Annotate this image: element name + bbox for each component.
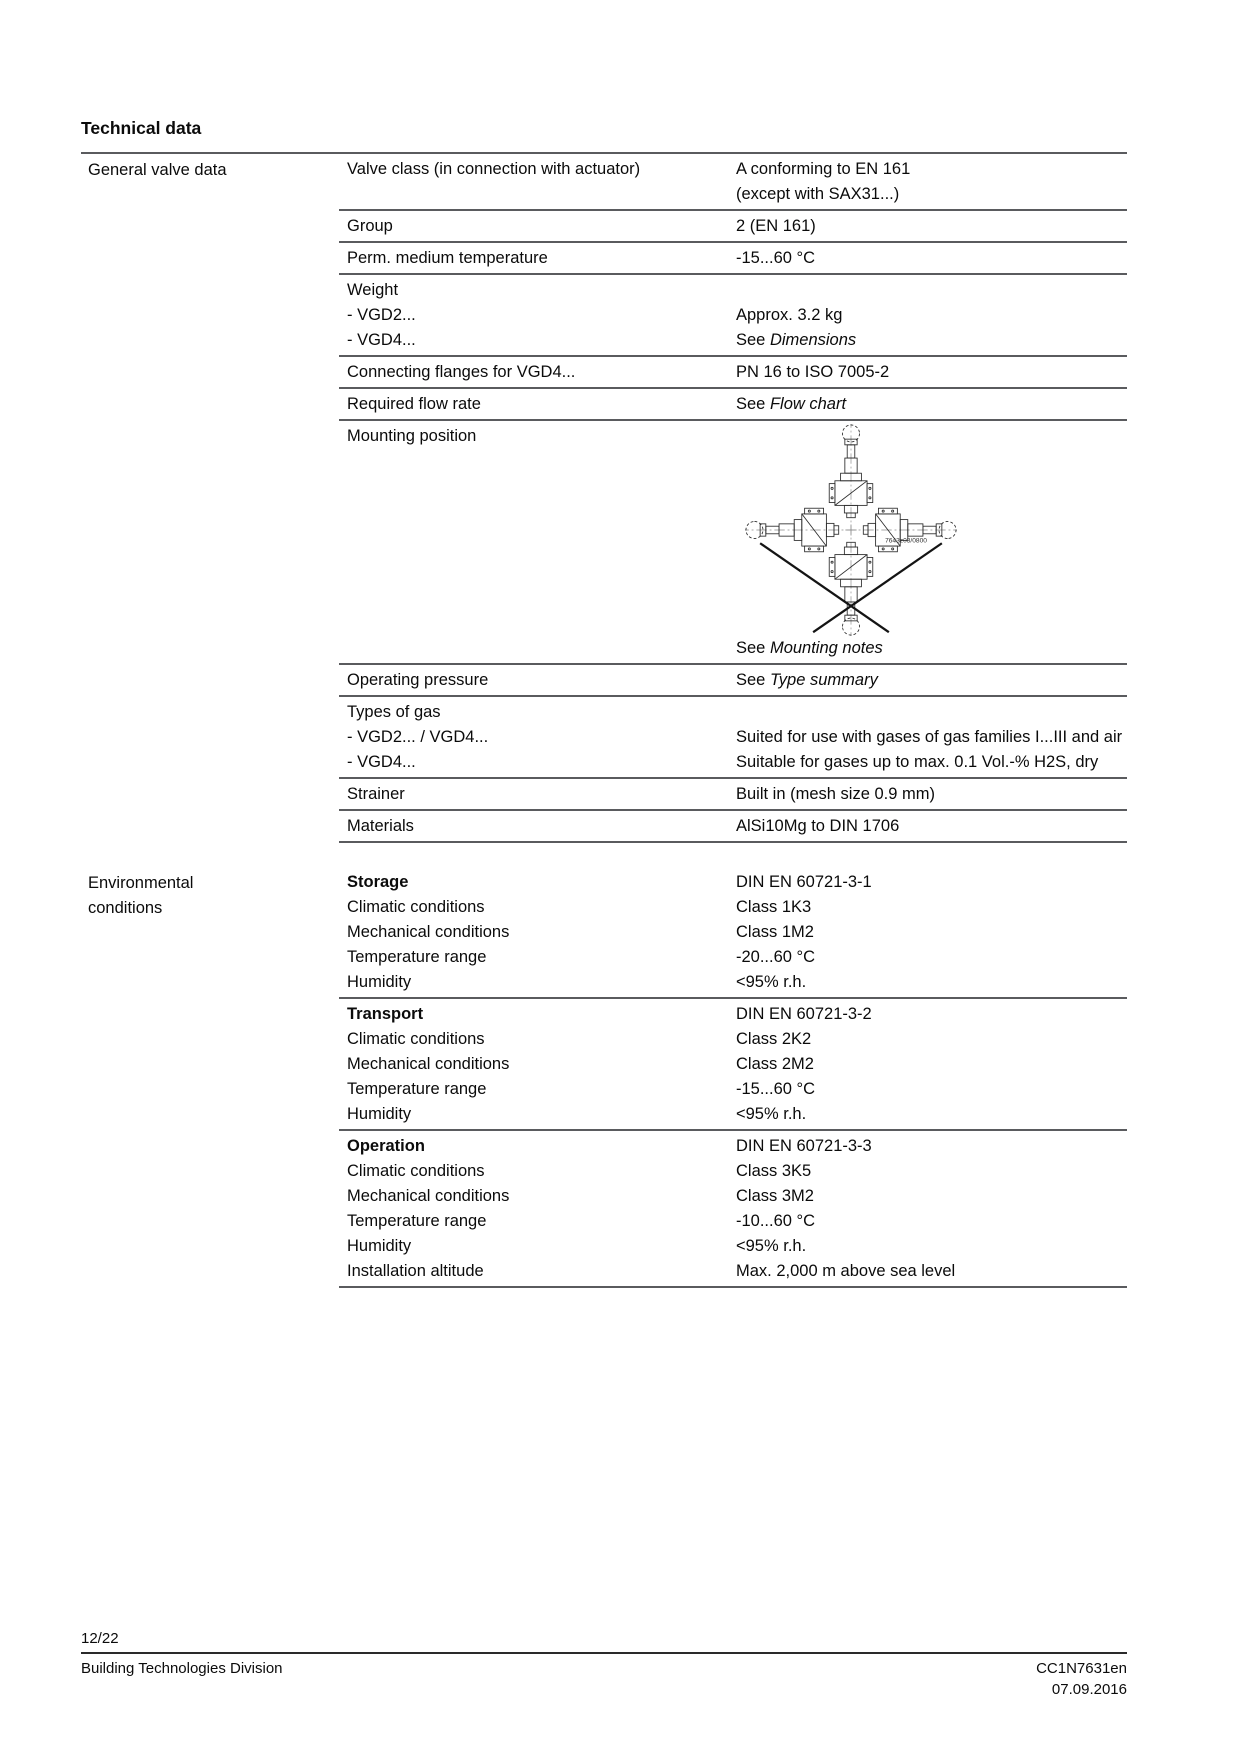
property-label: Operating pressure [347,671,489,689]
property-value [736,278,1127,303]
section-environmental-conditions [81,867,1127,1288]
prohibited-cross-icon [813,543,942,632]
property-label: Humidity [347,1237,412,1255]
property-value: Class 1K3 [736,898,812,916]
property-label: Installation altitude [347,1262,484,1280]
property-value: -15...60 °C [736,249,816,267]
group-storage [339,867,1127,997]
value-line: (except with SAX31...) [736,185,900,203]
page-content [81,116,1127,1288]
group-heading: Storage [347,873,409,891]
table-row-operating-pressure [339,663,1127,695]
drawing-reference-label: 7643z03/0800 [885,537,927,545]
property-label: - VGD4... [347,753,416,771]
property-value: -20...60 °C [736,948,816,966]
group-transport [339,997,1127,1129]
property-label: Materials [347,817,414,835]
property-label: Strainer [347,785,405,803]
property-label: Temperature range [347,948,487,966]
property-label: Climatic conditions [347,898,485,916]
section-label-general-valve-data: General valve data [88,161,227,179]
valve-down-orientation [829,524,873,636]
property-value: Suitable for gases up to max. 0.1 Vol.-% H2S, dry [736,753,1099,771]
property-label: Temperature range [347,1212,487,1230]
property-value [736,700,1127,725]
general-valve-data-table [339,154,1127,843]
property-value: <95% r.h. [736,1105,807,1123]
table-row-strainer [339,777,1127,809]
table-row-weight [339,273,1127,355]
footer-date: 07.09.2016 [1051,1681,1127,1698]
property-label: - VGD2... [347,306,416,324]
table-row-materials [339,809,1127,841]
property-label: Humidity [347,1105,412,1123]
property-label: Perm. medium temperature [347,249,548,267]
property-value: -15...60 °C [736,1080,816,1098]
property-value: Class 1M2 [736,923,814,941]
property-label: - VGD4... [347,331,416,349]
property-label: Mounting position [347,427,477,445]
property-label: Humidity [347,973,412,991]
property-value: Suited for use with gases of gas families I...III and air [736,728,1123,746]
property-value: Class 2K2 [736,1030,812,1048]
property-label: Connecting flanges for VGD4... [347,363,576,381]
footer-rule [81,1652,1127,1654]
table-row-medium-temperature [339,241,1127,273]
property-value: Class 3M2 [736,1187,814,1205]
property-label: Group [347,217,393,235]
footer-division: Building Technologies Division [81,1660,283,1677]
property-label: - VGD2... / VGD4... [347,728,489,746]
group-operation [339,1129,1127,1286]
group-heading: Operation [347,1137,425,1155]
mounting-position-drawing [745,424,1127,636]
section-general-valve-data [81,152,1127,843]
property-label: Weight [347,281,399,299]
footer-doc-id: CC1N7631en [1036,1660,1127,1677]
property-label: Types of gas [347,703,441,721]
valve-orientations-diagram [745,424,957,636]
page-title: Technical data [81,118,202,138]
group-heading-value: DIN EN 60721-3-1 [736,873,872,891]
footer-doc-block [1036,1658,1127,1700]
property-value: Max. 2,000 m above sea level [736,1262,956,1280]
property-value: <95% r.h. [736,973,807,991]
table-row-types-of-gas [339,695,1127,777]
group-heading-value: DIN EN 60721-3-2 [736,1005,872,1023]
group-heading-value: DIN EN 60721-3-3 [736,1137,872,1155]
property-label: Mechanical conditions [347,1055,510,1073]
property-value: Class 2M2 [736,1055,814,1073]
property-label: Valve class (in connection with actuator) [347,160,641,178]
table-row-valve-class [339,154,1127,209]
group-heading: Transport [347,1005,424,1023]
table-row-connecting-flanges [339,355,1127,387]
property-value [736,424,1127,661]
mounting-note: See Mounting notes [736,639,883,657]
table-row-group [339,209,1127,241]
property-label: Temperature range [347,1080,487,1098]
property-value: AlSi10Mg to DIN 1706 [736,817,900,835]
value-line: A conforming to EN 161 [736,160,911,178]
property-label: Mechanical conditions [347,923,510,941]
table-row-required-flow-rate [339,387,1127,419]
property-value: Class 3K5 [736,1162,812,1180]
environmental-conditions-table [339,867,1127,1288]
property-value: Built in (mesh size 0.9 mm) [736,785,935,803]
property-label: Mechanical conditions [347,1187,510,1205]
property-label: Climatic conditions [347,1162,485,1180]
prohibited-cross-icon [760,543,889,632]
property-value: See Flow chart [736,395,847,413]
table-row-mounting-position [339,419,1127,663]
property-value: See Dimensions [736,331,857,349]
property-value: See Type summary [736,671,878,689]
property-value: PN 16 to ISO 7005-2 [736,363,890,381]
property-value: 2 (EN 161) [736,217,816,235]
page-footer [81,1628,1127,1700]
property-value: Approx. 3.2 kg [736,306,843,324]
section-label-environmental-conditions: Environmental conditions [88,874,194,917]
valve-up-orientation [829,424,873,536]
page-number: 12/22 [81,1630,119,1647]
property-value: <95% r.h. [736,1237,807,1255]
property-value [736,157,1127,207]
property-value: -10...60 °C [736,1212,816,1230]
property-label: Required flow rate [347,395,481,413]
property-label: Climatic conditions [347,1030,485,1048]
